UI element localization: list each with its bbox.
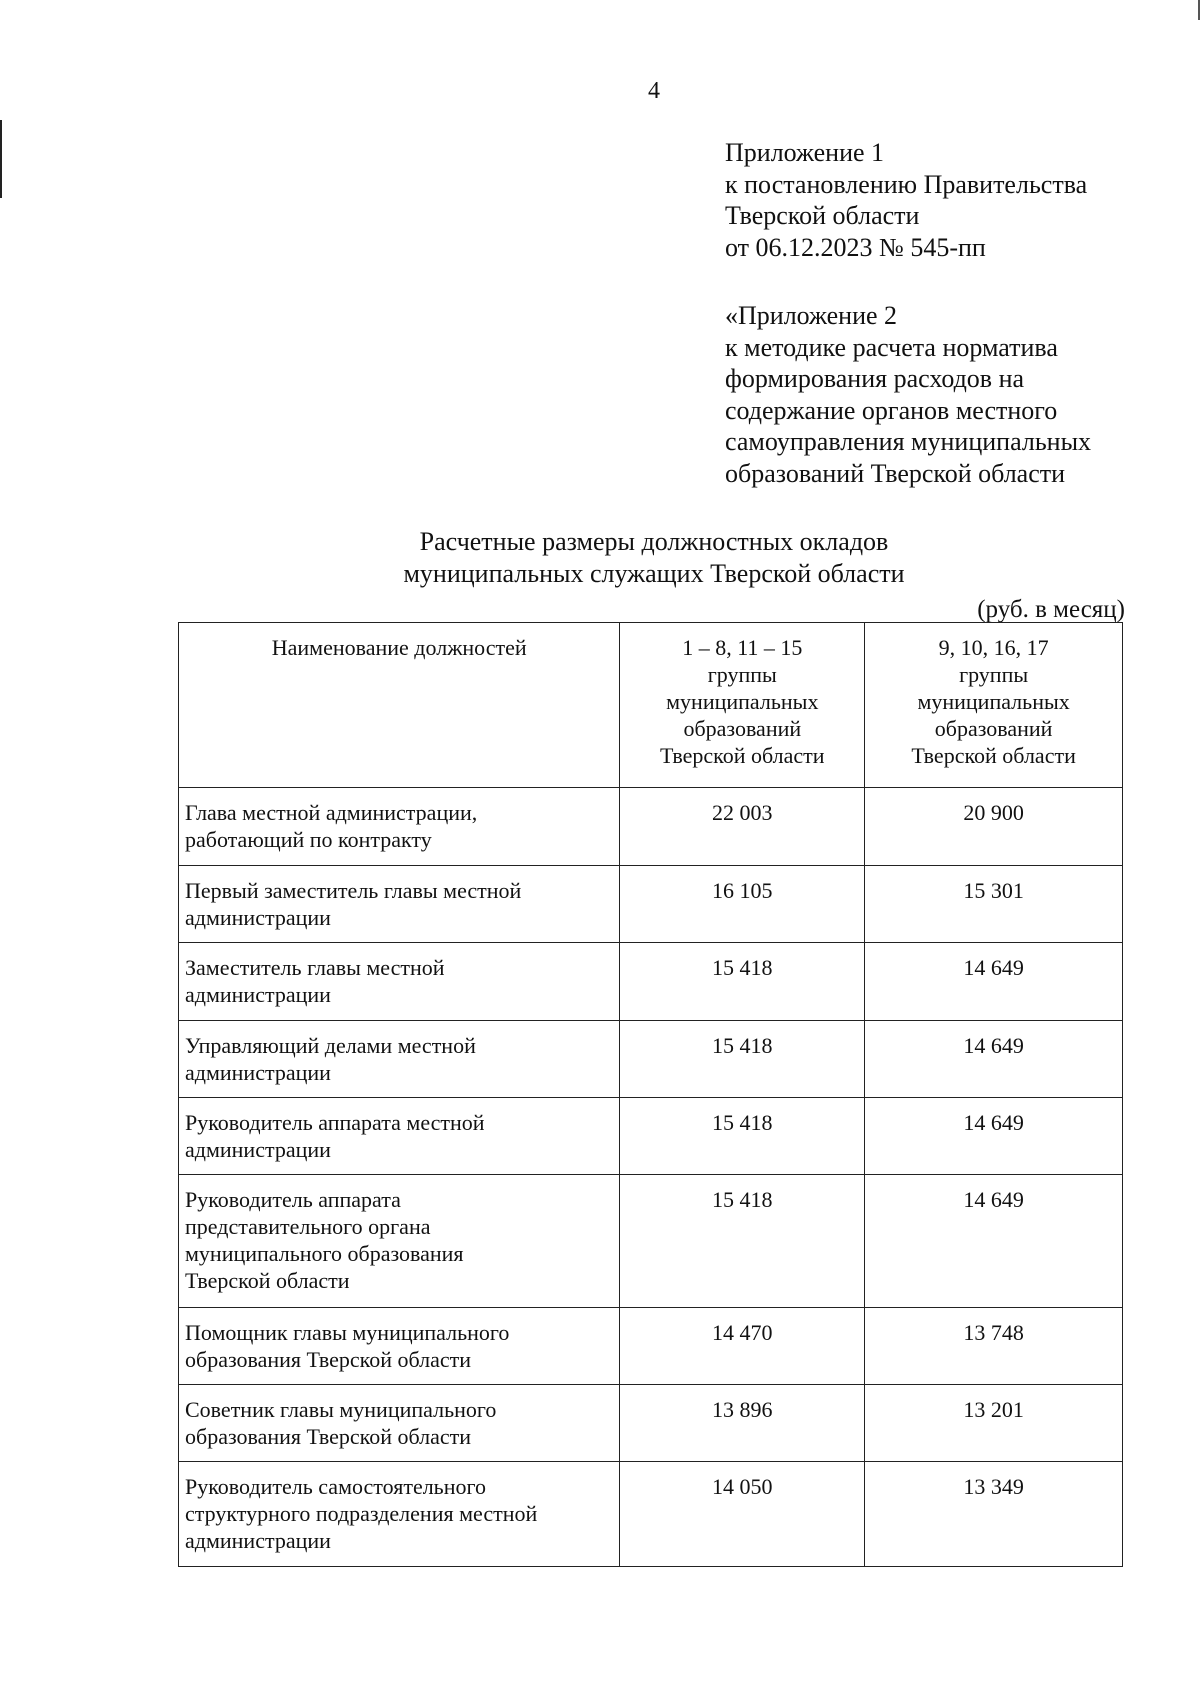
- position-cell: Глава местной администрации, работающий по контракту: [179, 788, 620, 866]
- group-b-salary: 20 900: [865, 788, 1123, 866]
- position-cell: Управляющий делами местной администрации: [179, 1021, 620, 1098]
- salary-table: [178, 622, 1123, 1567]
- group-a-salary: 15 418: [620, 1098, 865, 1175]
- table-row: [179, 1098, 1123, 1175]
- appendix-2-line: к методике расчета норматива: [725, 332, 1058, 362]
- group-a-salary: 14 050: [620, 1462, 865, 1567]
- table-header-row: [179, 623, 1123, 788]
- position-cell: Руководитель аппарата представительного органа муниципального образования Тверской области: [179, 1175, 620, 1308]
- appendix-2-block: [725, 300, 1091, 489]
- group-b-salary: 13 748: [865, 1308, 1123, 1385]
- appendix-2-line: формирования расходов на: [725, 364, 1025, 393]
- table-row: [179, 943, 1123, 1021]
- position-cell: Помощник главы муниципального образования Тверской области: [179, 1308, 620, 1385]
- table-row: [179, 1385, 1123, 1462]
- appendix-1-line: Тверской области: [725, 201, 920, 230]
- position-cell: Первый заместитель главы местной администрации: [179, 866, 620, 943]
- appendix-1-line: к постановлению Правительства: [725, 169, 1088, 199]
- appendix-2-line: содержание органов местного: [725, 395, 1058, 425]
- document-title-line-2: муниципальных служащих Тверской области: [403, 559, 905, 588]
- appendix-1-line: Приложение 1: [725, 138, 885, 167]
- table-row: [179, 1308, 1123, 1385]
- table-row: [179, 1021, 1123, 1098]
- appendix-1-line: от 06.12.2023 № 545-пп: [725, 232, 986, 262]
- group-a-salary: 13 896: [620, 1385, 865, 1462]
- table-row: [179, 866, 1123, 943]
- group-a-salary: 15 418: [620, 1021, 865, 1098]
- group-b-salary: 14 649: [865, 1175, 1123, 1308]
- document-title: [0, 526, 1200, 590]
- scan-margin-mark: [0, 120, 2, 198]
- appendix-2-line: самоуправления муниципальных: [725, 427, 1092, 456]
- group-a-salary: 15 418: [620, 1175, 865, 1308]
- header-group-a: 1 – 8, 11 – 15 группы муниципальных образований Тверской области: [620, 623, 865, 788]
- table-row: [179, 1175, 1123, 1308]
- group-a-salary: 22 003: [620, 788, 865, 866]
- group-a-salary: 15 418: [620, 943, 865, 1021]
- appendix-2-line: «Приложение 2: [725, 301, 898, 330]
- appendix-1-block: [725, 137, 1087, 263]
- group-b-salary: 14 649: [865, 1021, 1123, 1098]
- group-a-salary: 16 105: [620, 866, 865, 943]
- appendix-2-line: образований Тверской области: [725, 458, 1066, 488]
- group-b-salary: 14 649: [865, 943, 1123, 1021]
- group-b-salary: 13 349: [865, 1462, 1123, 1567]
- units-label: (руб. в месяц): [977, 596, 1125, 623]
- group-b-salary: 14 649: [865, 1098, 1123, 1175]
- position-cell: Советник главы муниципального образования Тверской области: [179, 1385, 620, 1462]
- header-position: Наименование должностей: [179, 623, 620, 788]
- group-b-salary: 15 301: [865, 866, 1123, 943]
- header-group-b: 9, 10, 16, 17 группы муниципальных образований Тверской области: [865, 623, 1123, 788]
- position-cell: Руководитель аппарата местной администрации: [179, 1098, 620, 1175]
- table-row: [179, 1462, 1123, 1567]
- position-cell: Руководитель самостоятельного структурного подразделения местной администрации: [179, 1462, 620, 1567]
- group-b-salary: 13 201: [865, 1385, 1123, 1462]
- document-title-line-1: Расчетные размеры должностных окладов: [419, 527, 889, 556]
- group-a-salary: 14 470: [620, 1308, 865, 1385]
- position-cell: Заместитель главы местной администрации: [179, 943, 620, 1021]
- page-number: 4: [648, 78, 660, 104]
- table-row: [179, 788, 1123, 866]
